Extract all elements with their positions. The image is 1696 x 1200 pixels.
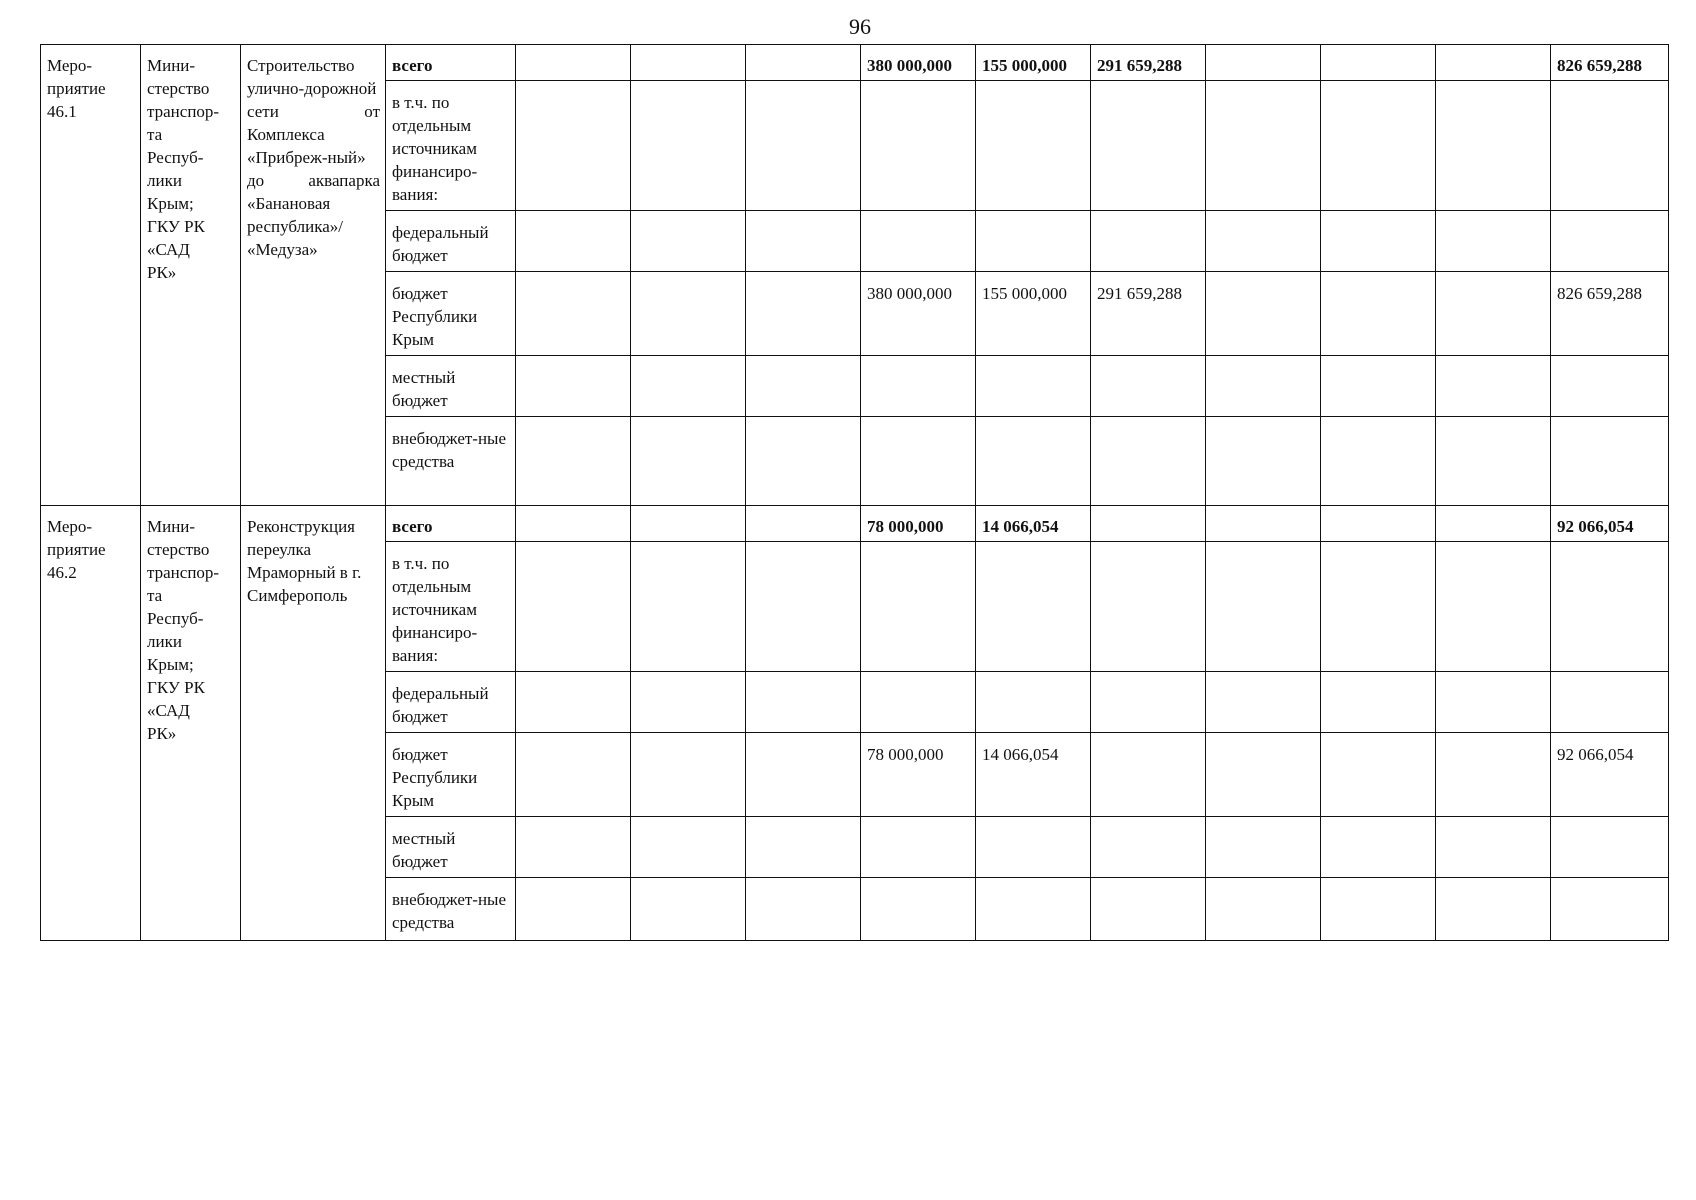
empty-cell — [1321, 542, 1436, 672]
empty-cell — [1321, 506, 1436, 542]
empty-cell — [1091, 81, 1206, 211]
source-label: бюджет Республики Крым — [386, 272, 516, 356]
empty-cell — [1551, 81, 1669, 211]
empty-cell — [1206, 417, 1321, 506]
empty-cell — [976, 542, 1091, 672]
empty-cell — [976, 81, 1091, 211]
table-row — [41, 506, 1669, 542]
source-label: внебюджет-ные средства — [386, 878, 516, 941]
empty-cell — [746, 878, 861, 941]
empty-cell — [1206, 506, 1321, 542]
empty-cell — [631, 356, 746, 417]
empty-cell — [1206, 733, 1321, 817]
empty-cell — [746, 542, 861, 672]
source-label: всего — [386, 45, 516, 81]
empty-cell — [1206, 45, 1321, 81]
empty-cell — [861, 81, 976, 211]
empty-cell — [1436, 878, 1551, 941]
empty-cell — [1321, 272, 1436, 356]
empty-cell — [1436, 272, 1551, 356]
table-row — [41, 45, 1669, 81]
empty-cell — [746, 417, 861, 506]
amount-cell: 291 659,288 — [1091, 272, 1206, 356]
empty-cell — [1206, 878, 1321, 941]
empty-cell — [631, 672, 746, 733]
empty-cell — [631, 542, 746, 672]
empty-cell — [746, 817, 861, 878]
empty-cell — [746, 733, 861, 817]
empty-cell — [1551, 356, 1669, 417]
amount-cell: 155 000,000 — [976, 272, 1091, 356]
total-cell: 826 659,288 — [1551, 272, 1669, 356]
empty-cell — [1091, 506, 1206, 542]
source-label: федеральный бюджет — [386, 672, 516, 733]
source-label: внебюджет-ные средства — [386, 417, 516, 506]
empty-cell — [746, 272, 861, 356]
empty-cell — [1436, 733, 1551, 817]
empty-cell — [1551, 878, 1669, 941]
empty-cell — [861, 542, 976, 672]
empty-cell — [976, 878, 1091, 941]
empty-cell — [516, 417, 631, 506]
activity-block — [41, 45, 1669, 506]
empty-cell — [1091, 733, 1206, 817]
empty-cell — [516, 817, 631, 878]
amount-cell: 291 659,288 — [1091, 45, 1206, 81]
empty-cell — [631, 878, 746, 941]
empty-cell — [516, 733, 631, 817]
empty-cell — [1551, 417, 1669, 506]
source-label: в т.ч. по отдельным источникам финансиро-вания: — [386, 81, 516, 211]
source-label: в т.ч. по отдельным источникам финансиро-вания: — [386, 542, 516, 672]
empty-cell — [746, 45, 861, 81]
empty-cell — [516, 272, 631, 356]
amount-cell: 78 000,000 — [861, 506, 976, 542]
empty-cell — [516, 878, 631, 941]
empty-cell — [516, 672, 631, 733]
empty-cell — [631, 211, 746, 272]
empty-cell — [1551, 672, 1669, 733]
empty-cell — [976, 817, 1091, 878]
activity-executor: Мини- стерство транспор- та Респуб- лики Крым; ГКУ РК «САД РК» — [141, 506, 241, 941]
amount-cell: 380 000,000 — [861, 272, 976, 356]
activity-description: Реконструкция переулка Мраморный в г. Симферополь — [241, 506, 386, 941]
total-cell: 92 066,054 — [1551, 733, 1669, 817]
empty-cell — [861, 417, 976, 506]
empty-cell — [861, 356, 976, 417]
empty-cell — [1321, 356, 1436, 417]
total-cell: 92 066,054 — [1551, 506, 1669, 542]
empty-cell — [976, 356, 1091, 417]
empty-cell — [976, 417, 1091, 506]
empty-cell — [746, 81, 861, 211]
empty-cell — [861, 878, 976, 941]
empty-cell — [1436, 817, 1551, 878]
source-label: местный бюджет — [386, 817, 516, 878]
empty-cell — [1436, 506, 1551, 542]
empty-cell — [1436, 542, 1551, 672]
empty-cell — [1436, 672, 1551, 733]
empty-cell — [1321, 672, 1436, 733]
empty-cell — [1321, 817, 1436, 878]
empty-cell — [976, 211, 1091, 272]
empty-cell — [1091, 211, 1206, 272]
empty-cell — [516, 356, 631, 417]
empty-cell — [631, 506, 746, 542]
activity-block — [41, 506, 1669, 941]
total-cell: 826 659,288 — [1551, 45, 1669, 81]
empty-cell — [631, 81, 746, 211]
empty-cell — [1206, 211, 1321, 272]
source-label: местный бюджет — [386, 356, 516, 417]
empty-cell — [1206, 542, 1321, 672]
empty-cell — [631, 817, 746, 878]
amount-cell: 78 000,000 — [861, 733, 976, 817]
activity-description: Строительство улично-дорожной сети от Комплекса «Прибреж-ный» до аквапарка «Банановая республика»/ «Медуза» — [241, 45, 386, 506]
empty-cell — [1436, 417, 1551, 506]
empty-cell — [1436, 211, 1551, 272]
empty-cell — [861, 817, 976, 878]
empty-cell — [1321, 878, 1436, 941]
empty-cell — [1551, 211, 1669, 272]
empty-cell — [1321, 81, 1436, 211]
empty-cell — [1206, 817, 1321, 878]
amount-cell: 14 066,054 — [976, 733, 1091, 817]
empty-cell — [1321, 417, 1436, 506]
empty-cell — [516, 542, 631, 672]
empty-cell — [516, 81, 631, 211]
empty-cell — [1091, 356, 1206, 417]
empty-cell — [631, 733, 746, 817]
empty-cell — [746, 672, 861, 733]
empty-cell — [631, 45, 746, 81]
empty-cell — [516, 506, 631, 542]
empty-cell — [1206, 356, 1321, 417]
empty-cell — [1551, 817, 1669, 878]
financing-table — [40, 44, 1669, 941]
empty-cell — [976, 672, 1091, 733]
empty-cell — [1091, 817, 1206, 878]
source-label: всего — [386, 506, 516, 542]
empty-cell — [516, 45, 631, 81]
empty-cell — [1091, 542, 1206, 672]
empty-cell — [1436, 81, 1551, 211]
amount-cell: 14 066,054 — [976, 506, 1091, 542]
empty-cell — [1551, 542, 1669, 672]
empty-cell — [1206, 81, 1321, 211]
empty-cell — [746, 211, 861, 272]
activity-executor: Мини- стерство транспор- та Респуб- лики Крым; ГКУ РК «САД РК» — [141, 45, 241, 506]
empty-cell — [861, 211, 976, 272]
empty-cell — [1436, 356, 1551, 417]
page-number: 96 — [849, 14, 871, 39]
activity-title: Меро- приятие 46.2 — [41, 506, 141, 941]
empty-cell — [1321, 733, 1436, 817]
empty-cell — [1091, 878, 1206, 941]
activity-title: Меро- приятие 46.1 — [41, 45, 141, 506]
empty-cell — [1321, 211, 1436, 272]
empty-cell — [1206, 272, 1321, 356]
amount-cell: 380 000,000 — [861, 45, 976, 81]
empty-cell — [1206, 672, 1321, 733]
empty-cell — [1091, 672, 1206, 733]
empty-cell — [631, 272, 746, 356]
source-label: бюджет Республики Крым — [386, 733, 516, 817]
empty-cell — [861, 672, 976, 733]
empty-cell — [746, 356, 861, 417]
empty-cell — [631, 417, 746, 506]
empty-cell — [1321, 45, 1436, 81]
amount-cell: 155 000,000 — [976, 45, 1091, 81]
empty-cell — [516, 211, 631, 272]
source-label: федеральный бюджет — [386, 211, 516, 272]
empty-cell — [1436, 45, 1551, 81]
empty-cell — [746, 506, 861, 542]
empty-cell — [1091, 417, 1206, 506]
